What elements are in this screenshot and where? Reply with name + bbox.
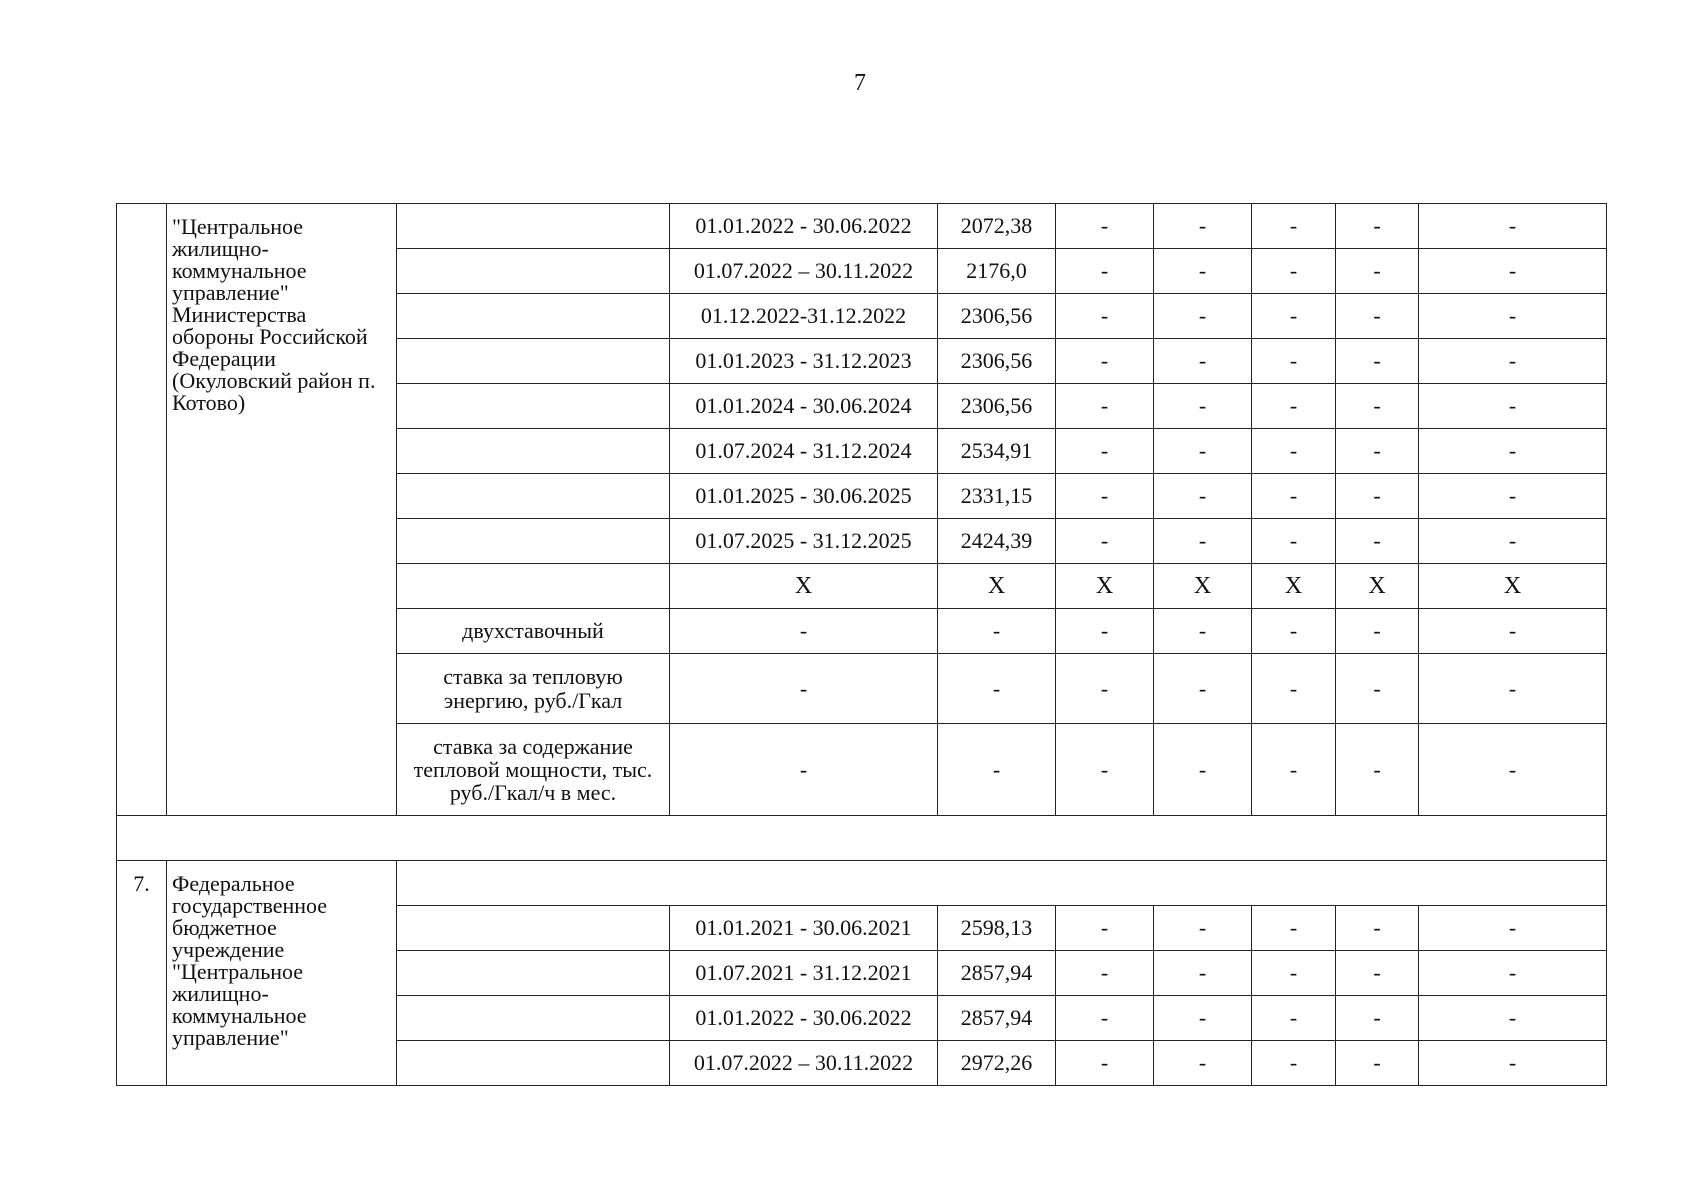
tariff-table — [116, 203, 1607, 1086]
dash-cell: - — [1056, 384, 1154, 429]
dash-cell: - — [1419, 204, 1607, 249]
dash-cell: - — [670, 609, 938, 654]
dash-cell: - — [1252, 519, 1336, 564]
dash-cell: - — [1419, 654, 1607, 724]
dash-cell: - — [1154, 906, 1252, 951]
dash-cell: - — [1252, 724, 1336, 816]
dash-cell: - — [1252, 906, 1336, 951]
dash-cell: - — [938, 609, 1056, 654]
period-cell: 01.01.2023 - 31.12.2023 — [670, 339, 938, 384]
dash-cell: - — [670, 654, 938, 724]
dash-cell: - — [1252, 654, 1336, 724]
empty-cell — [397, 519, 670, 564]
dash-cell: - — [1336, 294, 1419, 339]
dash-cell: - — [1419, 384, 1607, 429]
dash-cell: - — [1056, 519, 1154, 564]
dash-cell: - — [1336, 384, 1419, 429]
dash-cell: - — [1419, 951, 1607, 996]
dash-cell: - — [1056, 951, 1154, 996]
empty-cell — [397, 204, 670, 249]
empty-cell — [397, 249, 670, 294]
dash-cell: - — [1419, 609, 1607, 654]
dash-cell: - — [1252, 996, 1336, 1041]
dash-cell: - — [1252, 429, 1336, 474]
dash-cell: - — [1252, 339, 1336, 384]
dash-cell: - — [1336, 249, 1419, 294]
x-cell: X — [670, 564, 938, 609]
period-cell: 01.07.2021 - 31.12.2021 — [670, 951, 938, 996]
empty-cell — [397, 906, 670, 951]
tariff-value-cell: 2424,39 — [938, 519, 1056, 564]
dash-cell: - — [1419, 906, 1607, 951]
x-cell: X — [938, 564, 1056, 609]
tariff-value-cell: 2306,56 — [938, 384, 1056, 429]
empty-cell — [397, 429, 670, 474]
period-cell: 01.01.2022 - 30.06.2022 — [670, 204, 938, 249]
row-number — [117, 204, 167, 816]
period-cell: 01.07.2022 – 30.11.2022 — [670, 1041, 938, 1086]
tariff-value-cell: 2857,94 — [938, 951, 1056, 996]
dash-cell: - — [1056, 294, 1154, 339]
dash-cell: - — [1336, 204, 1419, 249]
dash-cell: - — [1419, 429, 1607, 474]
dash-cell: - — [1154, 724, 1252, 816]
tariff-value-cell: 2598,13 — [938, 906, 1056, 951]
empty-cell — [397, 384, 670, 429]
dash-cell: - — [1154, 294, 1252, 339]
dash-cell: - — [1419, 474, 1607, 519]
dash-cell: - — [1336, 429, 1419, 474]
dash-cell: - — [1154, 951, 1252, 996]
dash-cell: - — [938, 724, 1056, 816]
dash-cell: - — [1252, 249, 1336, 294]
empty-cell — [397, 996, 670, 1041]
dash-cell: - — [1336, 339, 1419, 384]
dash-cell: - — [1252, 294, 1336, 339]
dash-cell: - — [1154, 609, 1252, 654]
tariff-type-label: ставка за тепловую энергию, руб./Гкал — [397, 654, 670, 724]
dash-cell: - — [1252, 204, 1336, 249]
dash-cell: - — [1336, 474, 1419, 519]
dash-cell: - — [1419, 724, 1607, 816]
organization-name: "Центральное жилищно-коммунальное управление" Министерства обороны Российской Федерации (Окуловский район п. Котово) — [167, 204, 397, 816]
dash-cell: - — [1336, 996, 1419, 1041]
empty-cell — [397, 951, 670, 996]
period-cell: 01.12.2022-31.12.2022 — [670, 294, 938, 339]
empty-cell — [397, 474, 670, 519]
dash-cell: - — [1154, 474, 1252, 519]
dash-cell: - — [1419, 249, 1607, 294]
period-cell: 01.07.2024 - 31.12.2024 — [670, 429, 938, 474]
tariff-type-label: ставка за содержание тепловой мощности, тыс. руб./Гкал/ч в мес. — [397, 724, 670, 816]
empty-cell — [117, 816, 1607, 861]
dash-cell: - — [1154, 1041, 1252, 1086]
dash-cell: - — [1056, 1041, 1154, 1086]
separator-row — [117, 816, 1607, 861]
dash-cell: - — [670, 724, 938, 816]
x-cell: X — [1419, 564, 1607, 609]
period-cell: 01.07.2025 - 31.12.2025 — [670, 519, 938, 564]
dash-cell: - — [1056, 474, 1154, 519]
dash-cell: - — [1252, 609, 1336, 654]
empty-cell — [397, 861, 1607, 906]
tariff-type-label: двухставочный — [397, 609, 670, 654]
tariff-value-cell: 2331,15 — [938, 474, 1056, 519]
dash-cell: - — [1419, 294, 1607, 339]
tariff-value-cell: 2306,56 — [938, 294, 1056, 339]
dash-cell: - — [1252, 1041, 1336, 1086]
x-cell: X — [1336, 564, 1419, 609]
empty-cell — [397, 1041, 670, 1086]
dash-cell: - — [1056, 204, 1154, 249]
tariff-value-cell: 2972,26 — [938, 1041, 1056, 1086]
dash-cell: - — [1056, 609, 1154, 654]
empty-cell — [397, 339, 670, 384]
dash-cell: - — [1056, 339, 1154, 384]
dash-cell: - — [1336, 906, 1419, 951]
period-cell: 01.01.2021 - 30.06.2021 — [670, 906, 938, 951]
dash-cell: - — [1336, 724, 1419, 816]
dash-cell: - — [1056, 654, 1154, 724]
dash-cell: - — [1336, 654, 1419, 724]
dash-cell: - — [1336, 519, 1419, 564]
row-number: 7. — [117, 861, 167, 1086]
table-row — [117, 204, 1607, 249]
period-cell: 01.07.2022 – 30.11.2022 — [670, 249, 938, 294]
table-row — [117, 861, 1607, 906]
organization-name: Федеральное государственное бюджетное учреждение "Центральное жилищно-коммунальное управление" — [167, 861, 397, 1086]
dash-cell: - — [1056, 724, 1154, 816]
tariff-value-cell: 2534,91 — [938, 429, 1056, 474]
dash-cell: - — [1154, 519, 1252, 564]
dash-cell: - — [1419, 996, 1607, 1041]
dash-cell: - — [1056, 996, 1154, 1041]
dash-cell: - — [1336, 609, 1419, 654]
dash-cell: - — [1252, 951, 1336, 996]
dash-cell: - — [1419, 519, 1607, 564]
tariff-value-cell: 2306,56 — [938, 339, 1056, 384]
dash-cell: - — [1419, 1041, 1607, 1086]
x-cell: X — [1252, 564, 1336, 609]
empty-cell — [397, 564, 670, 609]
dash-cell: - — [1154, 249, 1252, 294]
dash-cell: - — [1154, 429, 1252, 474]
dash-cell: - — [1419, 339, 1607, 384]
tariff-value-cell: 2176,0 — [938, 249, 1056, 294]
dash-cell: - — [1252, 474, 1336, 519]
dash-cell: - — [1154, 654, 1252, 724]
dash-cell: - — [1056, 906, 1154, 951]
dash-cell: - — [1252, 384, 1336, 429]
tariff-value-cell: 2072,38 — [938, 204, 1056, 249]
dash-cell: - — [1336, 1041, 1419, 1086]
tariff-value-cell: 2857,94 — [938, 996, 1056, 1041]
page-number: 7 — [854, 70, 866, 96]
dash-cell: - — [1154, 384, 1252, 429]
x-cell: X — [1056, 564, 1154, 609]
empty-cell — [397, 294, 670, 339]
dash-cell: - — [1154, 996, 1252, 1041]
dash-cell: - — [1056, 429, 1154, 474]
period-cell: 01.01.2022 - 30.06.2022 — [670, 996, 938, 1041]
period-cell: 01.01.2024 - 30.06.2024 — [670, 384, 938, 429]
period-cell: 01.01.2025 - 30.06.2025 — [670, 474, 938, 519]
dash-cell: - — [1056, 249, 1154, 294]
dash-cell: - — [1154, 339, 1252, 384]
dash-cell: - — [938, 654, 1056, 724]
x-cell: X — [1154, 564, 1252, 609]
dash-cell: - — [1154, 204, 1252, 249]
dash-cell: - — [1336, 951, 1419, 996]
